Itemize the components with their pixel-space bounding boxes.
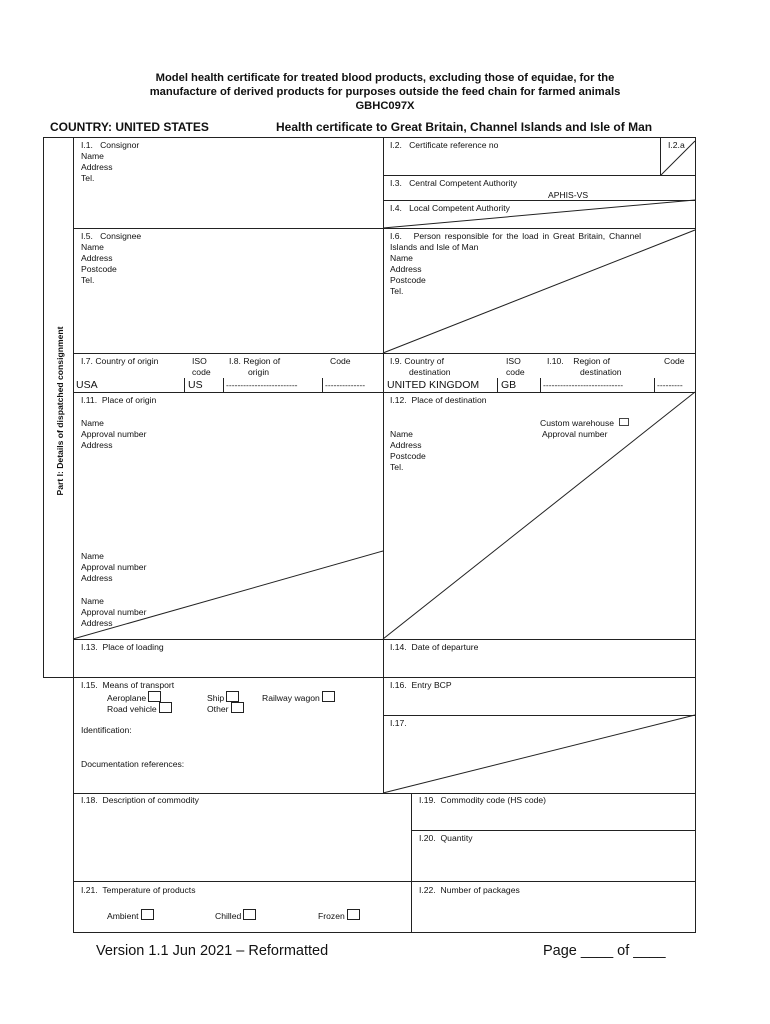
i4-title: I.4. Local Competent Authority [390,203,510,213]
page-number: Page ____ of ____ [543,943,666,959]
i2-title: I.2. Certificate reference no [390,140,499,150]
chilled-label: Chilled [215,911,242,921]
i1-name: Name [81,151,104,161]
custom-warehouse-checkbox[interactable] [619,418,629,426]
ship-label: Ship [207,693,225,703]
i16-title: I.16. Entry BCP [390,680,452,690]
other-label: Other [207,704,229,714]
i12-address: Address [390,440,422,450]
i7-country-value: USA [76,379,98,391]
temp-ambient [107,909,154,922]
transport-other [207,702,244,715]
i5-title: I.5. Consignee [81,231,142,241]
i12-custom-label: Custom warehouse [540,418,615,428]
aeroplane-checkbox[interactable] [148,691,161,702]
i6-postcode: Postcode [390,275,426,285]
i12-custom-approval: Approval number [542,429,608,439]
certificate-code: GBHC097X [355,100,415,112]
i19-title: I.19. Commodity code (HS code) [419,795,547,805]
i13-title: I.13. Place of loading [81,642,164,652]
i5-address: Address [81,253,113,263]
ship-checkbox[interactable] [226,691,239,702]
i12-title: I.12. Place of destination [390,395,487,405]
i12-name: Name [390,429,413,439]
i18-title: I.18. Description of commodity [81,795,199,805]
i6-tel: Tel. [390,286,404,296]
i10-title2: destination [580,367,622,377]
i9-iso: ISO [506,356,521,366]
i1-title: I.1. Consignor [81,140,140,150]
i11-approval-1: Approval number [81,429,147,439]
temp-frozen [318,909,360,922]
i8-code: Code [330,356,351,366]
transport-road [107,702,172,715]
i9-title2: destination [409,367,451,377]
i15-identification: Identification: [81,725,132,735]
i11-name-1: Name [81,418,104,428]
i9-iso-value: GB [501,379,517,391]
i6-name: Name [390,253,413,263]
ambient-checkbox[interactable] [141,909,154,920]
chilled-checkbox[interactable] [243,909,256,920]
road-label: Road vehicle [107,704,157,714]
i11-title: I.11. Place of origin [81,395,157,405]
i7-title: I.7. Country of origin [81,356,159,366]
i8-title: I.8. Region of [229,356,281,366]
i21-title: I.21. Temperature of products [81,885,196,895]
i8-region-dashes: ------------------------- [226,380,298,390]
version-note: Version 1.1 Jun 2021 – Reformatted [96,943,329,959]
i20-title: I.20. Quantity [419,833,473,843]
i11-approval-3: Approval number [81,607,147,617]
i5-postcode: Postcode [81,264,117,274]
i6-title: I.6. Person responsible for the load in Great Britain, Channel [390,231,642,241]
i9-title: I.9. Country of [390,356,444,366]
i12-custom-warehouse [540,418,629,429]
i17-title: I.17. [390,718,407,728]
i8-title2: origin [248,367,270,377]
i5-tel: Tel. [81,275,95,285]
i8-code-dashes: -------------- [325,380,366,390]
i22-title: I.22. Number of packages [419,885,520,895]
i11-approval-2: Approval number [81,562,147,572]
i14-title: I.14. Date of departure [390,642,479,652]
i6-title2: Islands and Isle of Man [390,242,479,252]
i9-country-value: UNITED KINGDOM [387,379,480,391]
i3-title: I.3. Central Competent Authority [390,178,518,188]
railway-label: Railway wagon [262,693,320,703]
part-one-label: Part I: Details of dispatched consignment [55,326,65,496]
i11-address-2: Address [81,573,113,583]
aeroplane-label: Aeroplane [107,693,147,703]
i11-name-2: Name [81,551,104,561]
i15-documentation: Documentation references: [81,759,185,769]
i5-name: Name [81,242,104,252]
railway-wagon-checkbox[interactable] [322,691,335,702]
i12-postcode: Postcode [390,451,426,461]
i15-title: I.15. Means of transport [81,680,175,690]
i10-title: I.10. Region of [547,356,611,366]
i1-tel: Tel. [81,173,95,183]
i6-address: Address [390,264,422,274]
other-transport-checkbox[interactable] [231,702,244,713]
i10-code: Code [664,356,685,366]
i12-tel: Tel. [390,462,404,472]
i11-address-3: Address [81,618,113,628]
transport-railway [262,691,335,704]
i11-address-1: Address [81,440,113,450]
i2a-title: I.2.a [668,140,685,150]
i1-address: Address [81,162,113,172]
country-label: COUNTRY: UNITED STATES [50,120,209,134]
frozen-label: Frozen [318,911,345,921]
i10-code-dashes: --------- [657,380,683,390]
certificate-to: Health certificate to Great Britain, Channel Islands and Isle of Man [276,120,653,134]
i11-name-3: Name [81,596,104,606]
i7-iso-value: US [188,379,203,391]
title-line-2: manufacture of derived products for purposes outside the feed chain for farmed animals [149,86,621,98]
road-vehicle-checkbox[interactable] [159,702,172,713]
i9-iso2: code [506,367,525,377]
i3-value: APHIS-VS [548,190,589,200]
i10-region-dashes: ---------------------------- [543,380,624,390]
frozen-checkbox[interactable] [347,909,360,920]
temp-chilled [215,909,256,922]
i7-iso2: code [192,367,211,377]
ambient-label: Ambient [107,911,139,921]
i7-iso: ISO [192,356,207,366]
title-line-1: Model health certificate for treated blood products, excluding those of equidae, for the [155,72,615,84]
